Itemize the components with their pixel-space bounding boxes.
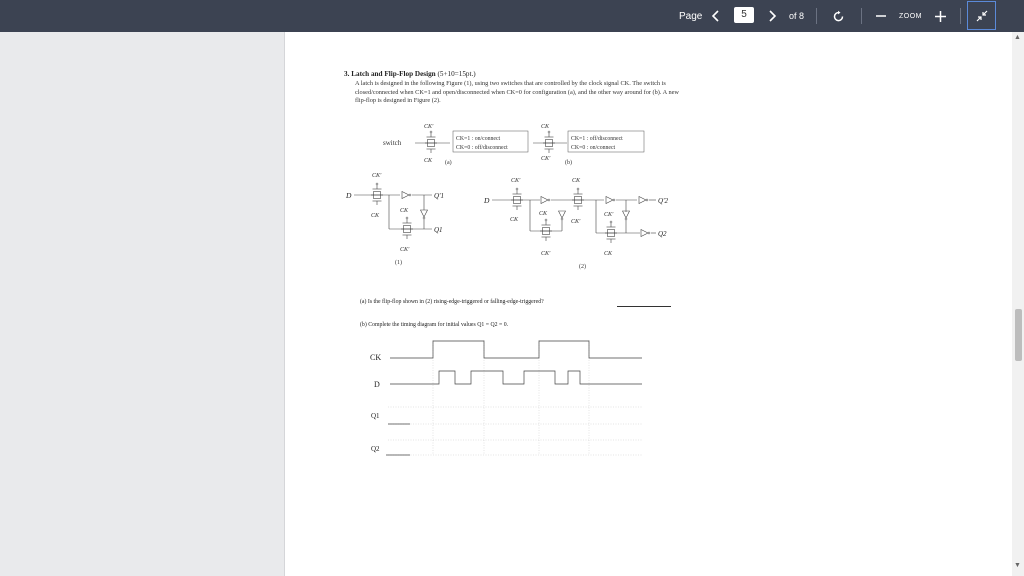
fig2-ckp-bottom: CK' [541,251,551,257]
fig1-tag: (1) [395,260,402,266]
fig1-q1p: Q'1 [434,192,445,200]
switch-b-line1: CK=1 : off/disconnect [571,136,623,142]
question-points: (5+10=15pt.) [437,70,476,78]
fig2-ckp-mid2: CK' [604,212,614,218]
fig2-ck-mid: CK [539,211,548,217]
fig2-ckp-mid: CK' [571,219,581,225]
zoom-label: ZOOM [899,12,922,20]
ck-waveform [390,341,642,358]
switch-a-tag: (a) [445,160,452,166]
d-waveform [390,371,642,384]
vertical-scrollbar[interactable] [1012,32,1024,576]
fig2-q2p: Q'2 [658,197,669,205]
figure-2 [483,178,669,270]
scrollbar-thumb[interactable] [1015,309,1022,361]
fig2-ckp-top: CK' [511,178,521,184]
timing-ck-label: CK [370,353,382,362]
switch-a-bottom: CK [424,158,433,164]
fig1-q1: Q1 [434,226,443,234]
switch-b-symbol [543,131,555,153]
switch-b-line2: CK=0 : on/connect [571,145,616,151]
switch-a-symbol [425,131,437,153]
switch-a-top: CK' [424,124,434,130]
figure-1 [345,173,444,266]
fig1-ck-mid: CK [400,208,409,214]
fig1-ckp-top: CK' [372,173,382,179]
scroll-up-icon[interactable]: ▲ [1014,34,1021,41]
switch-b-tag: (b) [565,160,572,166]
timing-q1-label: Q1 [371,412,380,420]
fig2-ck-bottom: CK [604,251,613,257]
switch-a-line2: CK=0 : off/disconnect [456,145,508,151]
timing-diagram [386,340,642,455]
fig2-ck-left: CK [510,217,519,223]
timing-q2-label: Q2 [371,445,380,453]
question-paragraph: A latch is designed in the following Figure (1), using two switches that are controlled by the clock signal CK. The switch is closed/connected when CK=1 and open/disconnected when CK=0 for configuration (a), and the other way around for (b). A new flip-flop is designed in Figure (2). [355,80,679,105]
switch-b-bottom: CK' [541,156,551,162]
page-count-label: of 8 [789,11,805,21]
page-number-input[interactable]: 5 [734,7,754,23]
switch-label: switch [383,139,402,147]
fig2-q2: Q2 [658,230,667,238]
fig2-d: D [484,196,490,205]
switch-a-line1: CK=1 : on/connect [456,136,501,142]
question-title-text: 3. Latch and Flip-Flop Design [344,70,436,78]
fig1-ck-left: CK [371,213,380,219]
scroll-down-icon[interactable]: ▼ [1014,562,1021,569]
part-a-question: (a) Is the flip-flop shown in (2) rising-edge-triggered or falling-edge-triggered? [360,299,544,305]
part-a-answer-line[interactable] [617,306,671,307]
timing-d-label: D [374,380,380,389]
fig2-ck-top2: CK [572,178,581,184]
fig1-ckp-bottom: CK' [400,247,410,253]
fig2-tag: (2) [579,264,586,270]
page-label: Page [679,10,703,22]
switch-b-top: CK [541,124,550,130]
part-b-question: (b) Complete the timing diagram for initial values Q1 = Q2 = 0. [360,322,509,328]
fig1-d: D [346,191,352,200]
